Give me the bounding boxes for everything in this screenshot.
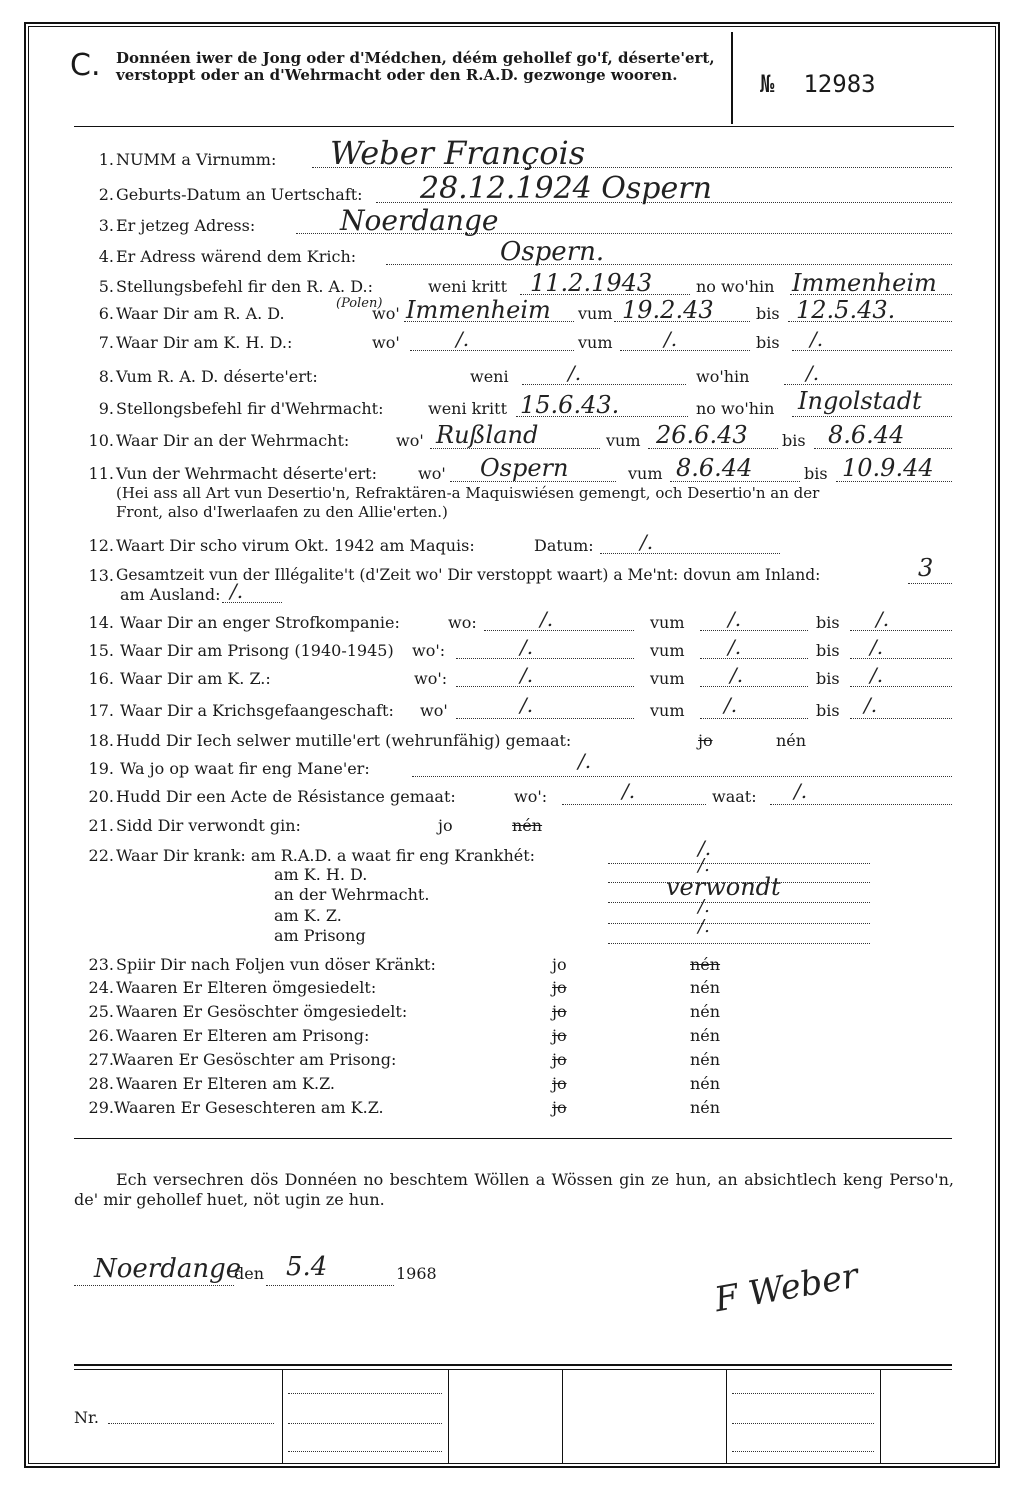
footer-field[interactable] xyxy=(732,1376,874,1394)
item-number: 8. xyxy=(98,367,114,386)
wo-label: wo': xyxy=(412,641,446,660)
nen-option[interactable]: nén xyxy=(690,1026,721,1045)
dotted-line xyxy=(850,669,952,687)
wo-label: wo: xyxy=(448,613,477,632)
item-number: 7. xyxy=(98,333,114,352)
wo-label: wo' xyxy=(396,431,424,450)
prisong-to[interactable]: /. xyxy=(870,635,884,659)
dotted-line xyxy=(412,759,952,777)
item-label: Geburts-Datum an Uertschaft: xyxy=(116,185,363,204)
item-label: Waar Dir a Krichsgefaangeschaft: xyxy=(120,701,394,720)
item-number: 27. xyxy=(88,1050,114,1069)
wo-label: wo' xyxy=(418,464,446,483)
signature-line xyxy=(74,1252,974,1321)
item-number: 28. xyxy=(88,1074,114,1093)
item-24 xyxy=(0,978,1024,1000)
nen-option[interactable]: nén xyxy=(690,1050,721,1069)
wo-label: wo': xyxy=(414,669,448,688)
sub-label: am Prisong xyxy=(274,926,366,945)
prisong-place[interactable]: /. xyxy=(520,635,534,659)
item-6 xyxy=(0,296,1024,326)
strof-place[interactable]: /. xyxy=(540,607,554,631)
rad-note: (Polen) xyxy=(336,296,383,311)
vum-label: vum xyxy=(578,333,613,352)
wo-label: wo': xyxy=(514,787,548,806)
item-label: Hudd Dir een Acte de Résistance gemaat: xyxy=(116,787,456,806)
item-number: 15. xyxy=(88,641,114,660)
item-number: 4. xyxy=(98,247,114,266)
rad-to[interactable]: 12.5.43. xyxy=(796,296,896,324)
bis-label: bis xyxy=(816,701,840,720)
header-divider xyxy=(731,32,733,124)
strof-to[interactable]: /. xyxy=(876,607,890,631)
khd-from[interactable]: /. xyxy=(664,327,678,351)
den-label: den xyxy=(234,1264,265,1283)
desert-place[interactable]: Ospern xyxy=(480,454,569,482)
wehrmacht-order-date[interactable]: 15.6.43. xyxy=(520,391,620,419)
dotted-line xyxy=(456,669,634,687)
dotted-line xyxy=(700,613,808,631)
bis-label: bis xyxy=(816,669,840,688)
item-label: Sidd Dir verwondt gin: xyxy=(116,816,301,835)
item-28 xyxy=(0,1074,1024,1096)
item-2 xyxy=(0,171,1024,207)
item-label: Gesamtzeit vun der Illégalite't (d'Zeit wo' Dir verstoppt waart) a Me'nt: dovun am Inland: xyxy=(116,566,821,584)
nen-option[interactable]: nén xyxy=(690,1074,721,1093)
item-11-note-line2: Front, also d'Iwerlaafen zu den Allie'erten.) xyxy=(116,503,448,521)
jo-option[interactable]: jo xyxy=(552,1002,567,1021)
datum-label: Datum: xyxy=(534,536,594,555)
sick-rad[interactable]: /. xyxy=(698,836,712,860)
item-label: Wa jo op waat fir eng Mane'er: xyxy=(120,759,370,778)
jo-option[interactable]: jo xyxy=(552,1098,567,1117)
desert-from[interactable]: 8.6.44 xyxy=(676,454,753,482)
item-label: Waar Dir am K. Z.: xyxy=(120,669,271,688)
waat-label: waat: xyxy=(712,787,757,806)
item-number: 14. xyxy=(88,613,114,632)
item-number: 16. xyxy=(88,669,114,688)
sub-label: am K. Z. xyxy=(274,906,342,925)
item-22-prisong xyxy=(0,916,1024,948)
section-rule xyxy=(74,1138,952,1139)
item-number: 6. xyxy=(98,304,114,323)
item-number: 20. xyxy=(88,787,114,806)
sub-label: am K. H. D. xyxy=(274,865,368,884)
nen-option[interactable]: nén xyxy=(690,955,721,974)
sign-place[interactable]: Noerdange xyxy=(94,1254,242,1284)
footer-divider xyxy=(448,1369,449,1464)
item-9 xyxy=(0,387,1024,421)
item-label: Waar Dir am Prisong (1940-1945) xyxy=(120,641,394,660)
dotted-line xyxy=(522,367,686,385)
wohin-label: wo'hin xyxy=(696,367,750,386)
item-number: 17. xyxy=(88,701,114,720)
strof-from[interactable]: /. xyxy=(728,607,742,631)
section-letter: C. xyxy=(70,48,101,83)
dotted-line xyxy=(700,641,808,659)
name-value[interactable]: Weber François xyxy=(330,134,586,172)
footer-field[interactable] xyxy=(288,1376,442,1394)
number-value: 12983 xyxy=(803,70,876,98)
sick-wehrmacht[interactable]: verwondt xyxy=(666,873,781,901)
item-14 xyxy=(0,607,1024,635)
wo-label: wo' xyxy=(372,304,400,323)
pow-to[interactable]: /. xyxy=(864,693,878,717)
jo-option[interactable]: jo xyxy=(552,955,567,974)
rad-place[interactable]: Immenheim xyxy=(406,296,551,324)
item-22-kz xyxy=(0,896,1024,928)
birth-value[interactable]: 28.12.1924 Ospern xyxy=(420,171,712,206)
wehrmacht-place[interactable]: Rußland xyxy=(436,421,539,449)
rad-order-place[interactable]: Immenheim xyxy=(792,269,937,297)
item-label: Waaren Er Elteren am K.Z. xyxy=(116,1074,336,1093)
item-label: Stellungsbefehl fir den R. A. D.: xyxy=(116,277,373,296)
dotted-line xyxy=(386,247,952,265)
item-label: Waar Dir an enger Strofkompanie: xyxy=(120,613,400,632)
item-4 xyxy=(0,237,1024,269)
dotted-line xyxy=(850,613,952,631)
footer-field[interactable] xyxy=(288,1434,442,1452)
dotted-line xyxy=(700,701,808,719)
item-3 xyxy=(0,204,1024,238)
pow-from[interactable]: /. xyxy=(724,693,738,717)
item-label: Vum R. A. D. déserte'ert: xyxy=(116,367,318,386)
bis-label: bis xyxy=(816,641,840,660)
pow-place[interactable]: /. xyxy=(520,693,534,717)
jo-option[interactable]: jo xyxy=(698,731,713,750)
resistance-place[interactable]: /. xyxy=(622,779,636,803)
nen-option[interactable]: nén xyxy=(690,1002,721,1021)
item-label: NUMM a Virnumm: xyxy=(116,150,277,169)
item-label: Waaren Er Gesöschter am Prisong: xyxy=(112,1050,397,1069)
ausland-label: am Ausland: xyxy=(120,585,221,604)
khd-place[interactable]: /. xyxy=(456,327,470,351)
nr-label: Nr. xyxy=(74,1408,99,1427)
dotted-line xyxy=(620,333,750,351)
vum-label: vum xyxy=(650,613,685,632)
item-label: Waar Dir am K. H. D.: xyxy=(116,333,293,352)
bis-label: bis xyxy=(782,431,806,450)
signature[interactable]: F Weber xyxy=(711,1255,862,1321)
item-number: 11. xyxy=(88,464,114,483)
dotted-line xyxy=(608,906,870,924)
desert-to[interactable]: 10.9.44 xyxy=(842,454,934,482)
jo-option[interactable]: jo xyxy=(438,816,453,835)
wohin-label: no wo'hin xyxy=(696,399,775,418)
months-abroad[interactable]: /. xyxy=(230,579,244,603)
item-number: 5. xyxy=(98,277,114,296)
bis-label: bis xyxy=(756,304,780,323)
vum-label: vum xyxy=(650,669,685,688)
dotted-line xyxy=(456,701,634,719)
declaration-text: Ech versechren dös Donnéen no beschtem Wöllen a Wössen gin ze hun, an absichtlech keng Perso'n, de' mir gehollef huet, nöt ugin ze hun. xyxy=(74,1170,954,1209)
footer-field[interactable] xyxy=(288,1406,442,1424)
item-25 xyxy=(0,1002,1024,1024)
rad-desert-place[interactable]: /. xyxy=(806,361,820,385)
item-number: 19. xyxy=(88,759,114,778)
item-29 xyxy=(0,1098,1024,1120)
war-address-value[interactable]: Ospern. xyxy=(500,237,605,267)
wo-label: wo' xyxy=(420,701,448,720)
item-label: Waar Dir an der Wehrmacht: xyxy=(116,431,350,450)
number-sign: № xyxy=(760,70,775,98)
mutilation-manner[interactable]: /. xyxy=(578,749,592,773)
vum-label: vum xyxy=(650,701,685,720)
vum-label: vum xyxy=(606,431,641,450)
bis-label: bis xyxy=(816,613,840,632)
footer-divider xyxy=(562,1369,563,1464)
wehrmacht-from[interactable]: 26.6.43 xyxy=(656,421,748,449)
item-number: 26. xyxy=(88,1026,114,1045)
nen-option[interactable]: nén xyxy=(512,816,543,835)
item-number: 18. xyxy=(88,731,114,750)
nen-option[interactable]: nén xyxy=(690,978,721,997)
item-12 xyxy=(0,530,1024,558)
weni-label: weni kritt xyxy=(428,399,507,418)
item-number: 13. xyxy=(88,566,114,585)
item-19 xyxy=(0,749,1024,781)
weni-label: weni kritt xyxy=(428,277,507,296)
item-number: 10. xyxy=(88,431,114,450)
item-number: 21. xyxy=(88,816,114,835)
item-27 xyxy=(0,1050,1024,1072)
item-label: Er Adress wärend dem Krich: xyxy=(116,247,357,266)
item-label: Waaren Er Gesöschter ömgesiedelt: xyxy=(116,1002,408,1021)
vum-label: vum xyxy=(628,464,663,483)
item-label: Stellongsbefehl fir d'Wehrmacht: xyxy=(116,399,384,418)
item-7 xyxy=(0,327,1024,355)
item-label: Waaren Er Geseschteren am K.Z. xyxy=(114,1098,384,1117)
footer-divider xyxy=(880,1369,881,1464)
footer-divider xyxy=(726,1369,727,1464)
address-value[interactable]: Noerdange xyxy=(340,204,499,237)
item-23 xyxy=(0,955,1024,977)
item-number: 25. xyxy=(88,1002,114,1021)
item-number: 12. xyxy=(88,536,114,555)
header-rule xyxy=(74,126,954,127)
dotted-line xyxy=(700,669,808,687)
item-label: Spiir Dir nach Foljen vun döser Kränkt: xyxy=(116,955,436,974)
months-inland[interactable]: 3 xyxy=(918,554,934,582)
item-number: 9. xyxy=(98,399,114,418)
form-number xyxy=(760,70,876,98)
item-number: 2. xyxy=(98,185,114,204)
item-10 xyxy=(0,421,1024,453)
dotted-line xyxy=(850,641,952,659)
sick-khd[interactable]: /. xyxy=(698,855,710,876)
nen-option[interactable]: nén xyxy=(776,731,807,750)
dotted-line xyxy=(456,641,634,659)
item-label: Waaren Er Elteren ömgesiedelt: xyxy=(116,978,377,997)
item-number: 29. xyxy=(88,1098,114,1117)
footer-rule-2 xyxy=(74,1369,952,1370)
item-16 xyxy=(0,663,1024,691)
item-label: Waart Dir scho virum Okt. 1942 am Maquis: xyxy=(116,536,475,555)
kz-to[interactable]: /. xyxy=(870,663,884,687)
item-label: Hudd Dir Iech selwer mutille'ert (wehrunfähig) gemaat: xyxy=(116,731,572,750)
footer-divider xyxy=(282,1369,283,1464)
resistance-what[interactable]: /. xyxy=(794,779,808,803)
sign-year: 1968 xyxy=(396,1264,437,1283)
item-17 xyxy=(0,693,1024,723)
jo-option[interactable]: jo xyxy=(552,1026,567,1045)
wohin-label: no wo'hin xyxy=(696,277,775,296)
sign-date[interactable]: 5.4 xyxy=(286,1252,328,1282)
maquis-date[interactable]: /. xyxy=(640,530,654,554)
rad-from[interactable]: 19.2.43 xyxy=(622,296,714,324)
jo-option[interactable]: jo xyxy=(552,978,567,997)
khd-to[interactable]: /. xyxy=(810,327,824,351)
item-label: Waar Dir am R. A. D. xyxy=(116,304,285,323)
item-1 xyxy=(0,134,1024,172)
item-label: Er jetzeg Adress: xyxy=(116,216,256,235)
item-number: 24. xyxy=(88,978,114,997)
item-11 xyxy=(0,454,1024,486)
item-label: Waaren Er Elteren am Prisong: xyxy=(116,1026,370,1045)
jo-option[interactable]: jo xyxy=(552,1050,567,1069)
nen-option[interactable]: nén xyxy=(690,1098,721,1117)
rad-order-date[interactable]: 11.2.1943 xyxy=(530,269,653,297)
item-20 xyxy=(0,779,1024,809)
wehrmacht-order-place[interactable]: Ingolstadt xyxy=(798,387,922,415)
bis-label: bis xyxy=(804,464,828,483)
item-label: Waar Dir krank: am R.A.D. a waat fir eng Krankhét: xyxy=(116,846,536,865)
rad-desert-date[interactable]: /. xyxy=(568,361,582,385)
dotted-line xyxy=(484,613,634,631)
sick-kz[interactable]: /. xyxy=(698,896,710,917)
dotted-line xyxy=(600,536,780,554)
wehrmacht-to[interactable]: 8.6.44 xyxy=(828,421,905,449)
sick-prisong[interactable]: /. xyxy=(698,916,710,937)
bis-label: bis xyxy=(756,333,780,352)
item-21 xyxy=(0,816,1024,838)
weni-label: weni xyxy=(470,367,509,386)
footer-rule-top xyxy=(74,1364,952,1366)
footer-field[interactable] xyxy=(732,1434,874,1452)
footer-field[interactable] xyxy=(732,1406,874,1424)
sub-label: an der Wehrmacht. xyxy=(274,885,430,904)
kz-from[interactable]: /. xyxy=(730,663,744,687)
nr-field[interactable] xyxy=(108,1406,274,1424)
item-11-note-line1: (Hei ass all Art vun Desertio'n, Refraktären-a Maquiswiésen gemengt, och Desertio'n an der xyxy=(116,484,820,502)
item-18 xyxy=(0,731,1024,753)
item-number: 23. xyxy=(88,955,114,974)
dotted-line xyxy=(608,926,870,944)
dotted-line xyxy=(410,333,574,351)
item-number: 1. xyxy=(98,150,114,169)
item-26 xyxy=(0,1026,1024,1048)
wo-label: wo' xyxy=(372,333,400,352)
item-8 xyxy=(0,361,1024,389)
dotted-line xyxy=(608,846,870,864)
vum-label: vum xyxy=(650,641,685,660)
jo-option[interactable]: jo xyxy=(552,1074,567,1093)
item-number: 22. xyxy=(88,846,114,865)
kz-place[interactable]: /. xyxy=(520,663,534,687)
item-label: Vun der Wehrmacht déserte'ert: xyxy=(116,464,377,483)
item-13-ausland xyxy=(0,579,1024,607)
item-15 xyxy=(0,635,1024,663)
vum-label: vum xyxy=(578,304,613,323)
form-title: Donnéen iwer de Jong oder d'Médchen, déém gehollef go'f, déserte'ert, verstoppt oder an d'Wehrmacht oder den R.A.D. gezwonge wooren. xyxy=(116,49,715,84)
item-number: 3. xyxy=(98,216,114,235)
prisong-from[interactable]: /. xyxy=(728,635,742,659)
